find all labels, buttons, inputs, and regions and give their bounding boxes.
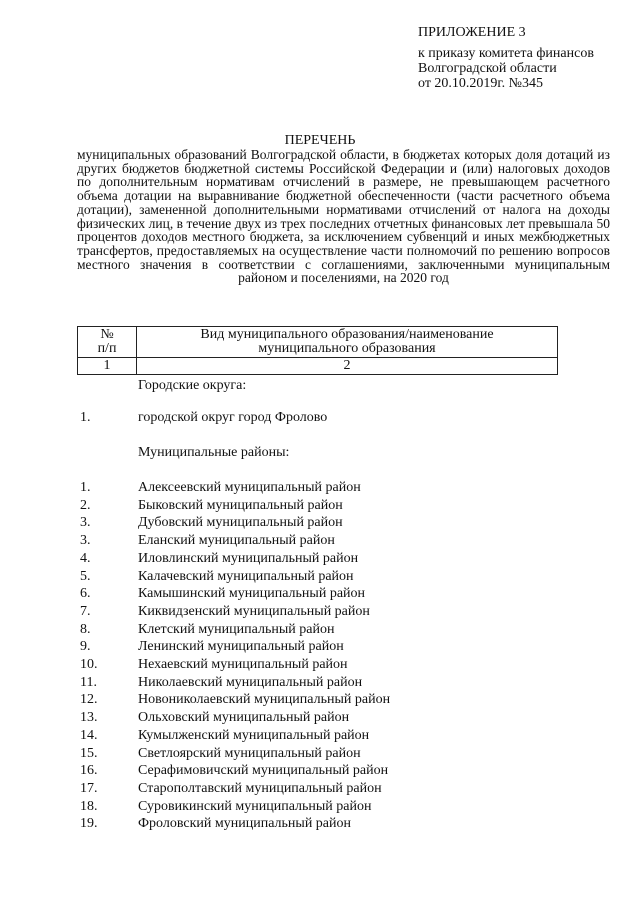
item-name: Серафимовичский муниципальный район [138,763,389,779]
item-number: 3. [80,533,91,549]
col-number-header-line1: № [100,327,114,342]
list-item [0,621,640,639]
item-name: Светлоярский муниципальный район [138,745,361,761]
appendix-title: ПРИЛОЖЕНИЕ 3 [418,25,526,40]
item-name: Иловлинский муниципальный район [138,550,359,566]
list-item [0,674,640,692]
item-number: 14. [80,727,98,743]
item-name: Камышинский муниципальный район [138,586,366,602]
list-item [0,514,640,532]
list-item [0,497,640,515]
appendix-line-date: от 20.10.2019г. №345 [418,76,543,91]
item-number: 11. [80,674,97,690]
item-number: 19. [80,816,98,832]
list-item [0,479,640,497]
item-number: 5. [80,568,91,584]
item-number: 4. [80,550,91,566]
list-item [0,691,640,709]
col-number-index: 1 [78,358,137,375]
item-name: Ольховский муниципальный район [138,710,350,726]
list-item [0,585,640,603]
item-name: Еланский муниципальный район [138,533,335,549]
list-item [0,568,640,586]
list-item [0,727,640,745]
appendix-line-order: к приказу комитета финансов [418,46,594,61]
item-name: Быковский муниципальный район [138,497,343,513]
list-item [0,656,640,674]
item-number: 2. [80,497,91,513]
list-item [0,532,640,550]
item-number: 17. [80,780,98,796]
list-item [0,550,640,568]
col-name-header-line1: Вид муниципального образования/наименование [200,327,494,342]
list-item [0,815,640,833]
item-number: 18. [80,798,98,814]
item-number: 3. [80,515,91,531]
list-item [0,409,640,427]
item-name: Старополтавский муниципальный район [138,780,382,796]
city-districts-heading: Городские округа: [138,378,247,393]
item-number: 8. [80,621,91,637]
list-item [0,603,640,621]
item-number: 7. [80,603,91,619]
item-number: 15. [80,745,98,761]
item-name: Дубовский муниципальный район [138,515,343,531]
item-name: Кумылженский муниципальный район [138,727,370,743]
list-item [0,780,640,798]
col-name-header-line2: муниципального образования [258,341,436,356]
appendix-line-region: Волгоградской области [418,61,557,76]
item-number: 10. [80,657,98,672]
item-number: 1. [80,410,91,425]
municipal-districts-heading: Муниципальные районы: [138,445,290,460]
item-name: городской округ город Фролово [138,410,328,425]
col-number-header-line2: п/п [97,341,117,356]
item-number: 6. [80,586,91,602]
document-subtitle: муниципальных образований Волгоградской области, в бюджетах которых доля дотаций из других бюджетов бюджетной системы Российской Федерации и (или) налоговых доходов по дополнительным нормативам отчислений в размере, не превышающем расчетного объема дотации на выравнивание бюджетной обеспеченности (части расчетного объема дотации), замененной дополнительными нормативами отчислений от налога на доходы физических лиц, в течение двух из трех последних отчетных финансовых лет превышала 50 процентов доходов местного бюджета, за исключением субвенций и иных межбюджетных трансфертов, предоставляемых на осуществление части полномочий по решению вопросов местного значения в соответствии с соглашениями, заключенными муниципальным районом и поселениями, на 2020 год [77,147,610,286]
list-header-table [77,326,558,375]
list-item [0,638,640,656]
item-name: Николаевский муниципальный район [138,674,363,690]
item-name: Ленинский муниципальный район [138,639,344,655]
item-name: Калачевский муниципальный район [138,568,354,584]
item-number: 13. [80,710,98,726]
document-title: ПЕРЕЧЕНЬ [284,133,356,148]
appendix-block [418,25,633,91]
list-item [0,745,640,763]
item-name: Алексеевский муниципальный район [138,480,361,495]
item-number: 12. [80,692,98,708]
item-number: 9. [80,639,91,655]
col-name-index: 2 [137,358,558,375]
item-number: 16. [80,763,98,779]
item-name: Нехаевский муниципальный район [138,657,348,672]
col-number-header [78,327,137,358]
item-name: Фроловский муниципальный район [138,816,352,832]
item-name: Клетский муниципальный район [138,621,335,637]
col-name-header [137,327,558,358]
item-name: Киквидзенский муниципальный район [138,603,370,619]
item-name: Суровикинский муниципальный район [138,798,372,814]
item-name: Новониколаевский муниципальный район [138,692,391,708]
list-item [0,762,640,780]
list-item [0,709,640,727]
list-item [0,798,640,816]
item-number: 1. [80,480,91,495]
